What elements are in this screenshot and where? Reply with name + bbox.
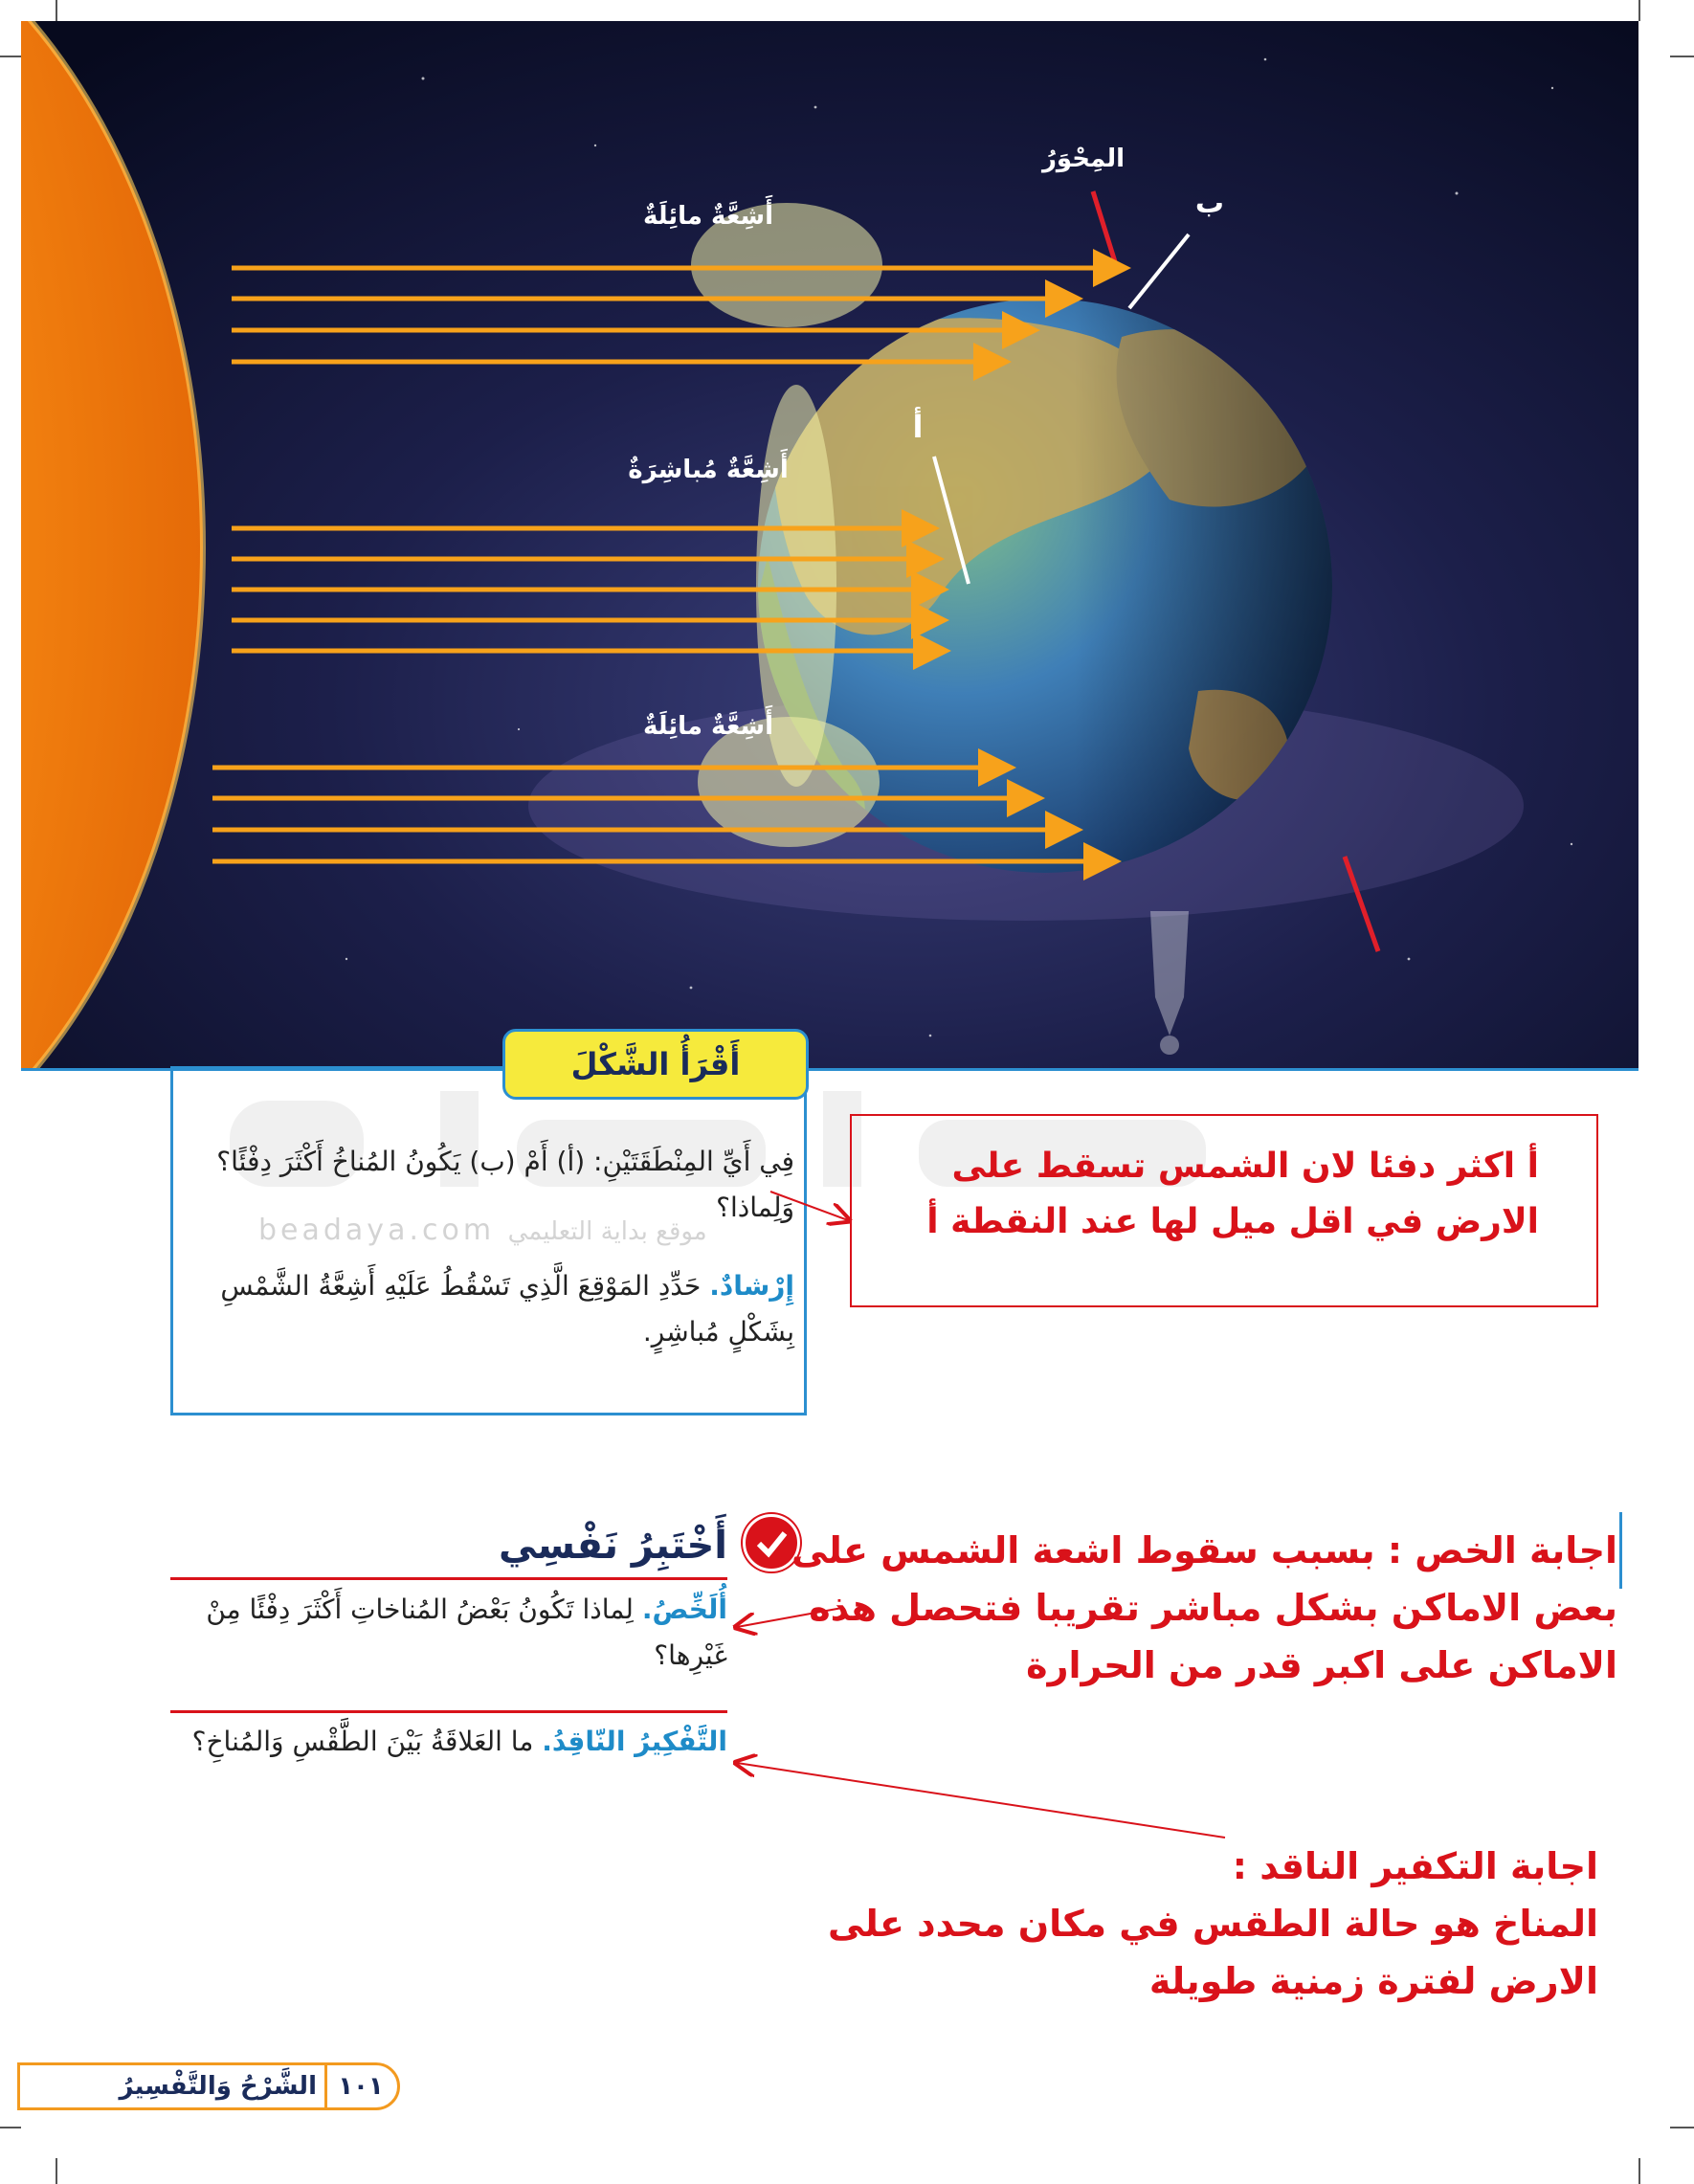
direct-rays-label: أَشِعَّةٌ مُباشِرَةٌ xyxy=(628,456,789,484)
answer-read-line2: الارض في اقل ميل لها عند النقطة أ xyxy=(926,1202,1539,1241)
oblique-rays-top-label: أَشِعَّةٌ مائِلَةٌ xyxy=(643,202,773,231)
label-b: ب xyxy=(1194,187,1225,220)
answer-summarize-line3: الاماكن على اكبر قدر من الحرارة xyxy=(1026,1644,1617,1686)
page-number-text: ١٠١ xyxy=(338,2072,384,2101)
footer-divider xyxy=(324,2065,327,2107)
read-figure-title-text: أَقْرَأُ الشَّكْلَ xyxy=(570,1046,741,1082)
critical-text: ما العَلاقَةُ بَيْنَ الطَّقْسِ وَالمُناخِ؟ xyxy=(191,1726,534,1757)
answer-read-line1: أ اكثر دفئا لان الشمس تسقط على xyxy=(951,1147,1539,1186)
oblique-rays-bottom-label: أَشِعَّةٌ مائِلَةٌ xyxy=(643,712,773,741)
critical-label: التَّفْكِيرُ النّاقِدُ. xyxy=(542,1726,727,1757)
summarize-text: لِماذا تَكُونُ بَعْضُ المُناخاتِ أَكْثَرَ دِفْئًا مِنْ غَيْرِها؟ xyxy=(206,1593,727,1671)
hint-label: إِرْشادٌ. xyxy=(709,1270,794,1302)
arrow-read-answer xyxy=(770,1192,848,1220)
page-number xyxy=(332,2065,390,2107)
footer-section xyxy=(30,2065,317,2107)
summarize-label: أُلَخِّصُ. xyxy=(641,1593,727,1625)
axis-label: المِحْوَرُ xyxy=(1041,145,1126,173)
arrow-summarize-answer xyxy=(737,1608,842,1627)
self-test-title-text: أَخْتَبِرُ نَفْسِي xyxy=(499,1524,727,1568)
label-a: أ xyxy=(912,409,924,445)
answer-critical-line3: الارض لفترة زمنية طويلة xyxy=(1148,1960,1598,2002)
hint-text: حَدِّدِ المَوْقِعَ الَّذِي تَسْقُطُ عَلَيْهِ أَشِعَّةُ الشَّمْسِ بِشَكْلٍ مُباشِرٍ. xyxy=(220,1270,794,1348)
answer-summarize-line1: اجابة الخص : بسبب سقوط اشعة الشمس على xyxy=(791,1529,1617,1571)
watermark-url-text: beadaya.com xyxy=(258,1214,496,1247)
read-figure-question-text: فِي أَيِّ المِنْطَقَتَيْنِ: (أ) أَمْ (ب) يَكُونُ المُناخُ أَكْثَرَ دِفْئًا؟ وَلِماذا؟ xyxy=(216,1146,794,1223)
answer-critical-line2: المناخ هو حالة الطقس في مكان محدد على xyxy=(828,1903,1598,1945)
footer-bar xyxy=(17,2062,400,2110)
arrow-critical-answer xyxy=(737,1763,1225,1838)
answer-critical-line1: اجابة التكفير الناقد : xyxy=(1232,1845,1598,1887)
watermark-site-text: موقع بداية التعليمي xyxy=(507,1217,707,1246)
answer-summarize-line2: بعض الاماكن بشكل مباشر تقريبا فتحصل هذه xyxy=(809,1587,1617,1629)
footer-section-text: الشَّرْحُ وَالتَّفْسِيرُ xyxy=(119,2072,317,2101)
